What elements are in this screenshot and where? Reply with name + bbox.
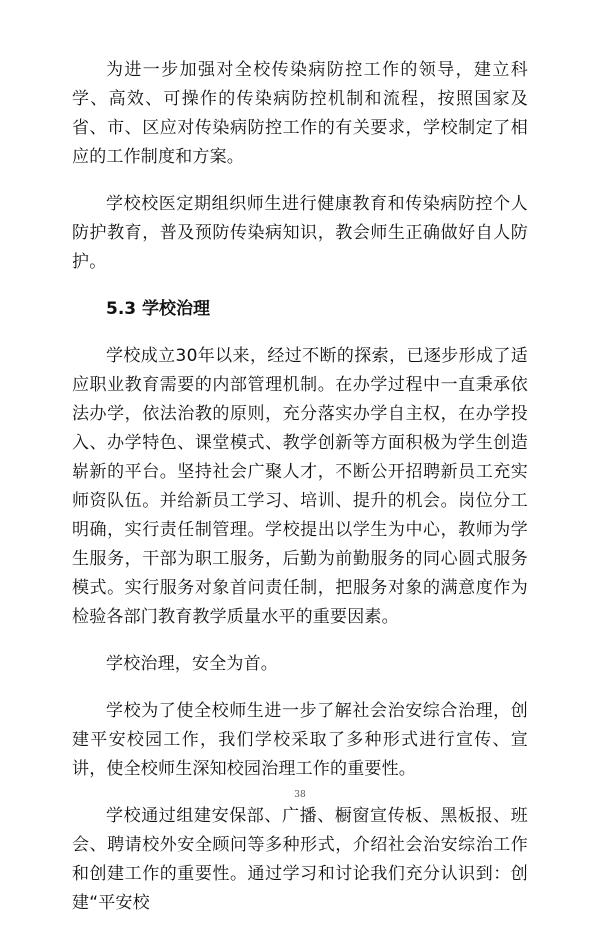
paragraph-epidemic-control: 为进一步加强对全校传染病防控工作的领导，建立科学、高效、可操作的传染病防控机制和流程，按照国家及省、市、区应对传染病防控工作的有关要求，学校制定了相应的工作制度和方案。 <box>72 60 528 167</box>
paragraph-health-education: 学校校医定期组织师生进行健康教育和传染病防控个人防护教育，普及预防传染病知识，教会师生正确做好自人防护。 <box>72 194 528 272</box>
paragraph-security-measures: 学校通过组建安保部、广播、橱窗宣传板、黑板报、班会、聘请校外安全顾问等多种形式，介绍社会治安综治工作和创建工作的重要性。通过学习和讨论我们充分认识到：创建“平安校 <box>72 806 528 913</box>
paragraph-management-mechanism: 学校成立30年以来，经过不断的探索，已逐步形成了适应职业教育需要的内部管理机制。在办学过程中一直秉承依法办学，依法治教的原则，充分落实办学自主权，在办学投入、办学特色、课堂模式、教学创新等方面积极为学生创造崭新的平台。坚持社会广聚人才，不断公开招聘新员工充实师资队伍。并给新员工学习、培训、提升的机会。岗位分工明确，实行责任制管理。学校提出以学生为中心，教师为学生服务，干部为职工服务，后勤为前勤服务的同心圆式服务模式。实行服务对象首问责任制，把服务对象的满意度作为检验各部门教育教学质量水平的重要因素。 <box>72 346 528 627</box>
paragraph-safety-first: 学校治理，安全为首。 <box>106 654 278 674</box>
page-content <box>72 56 528 936</box>
paragraph-safe-campus: 学校为了使全校师生进一步了解社会治安综合治理，创建平安校园工作，我们学校采取了多种形式进行宣传、宣讲，使全校师生深知校园治理工作的重要性。 <box>72 701 528 779</box>
section-heading: 5.3 学校治理 <box>106 299 211 319</box>
page-number: 38 <box>294 790 306 800</box>
